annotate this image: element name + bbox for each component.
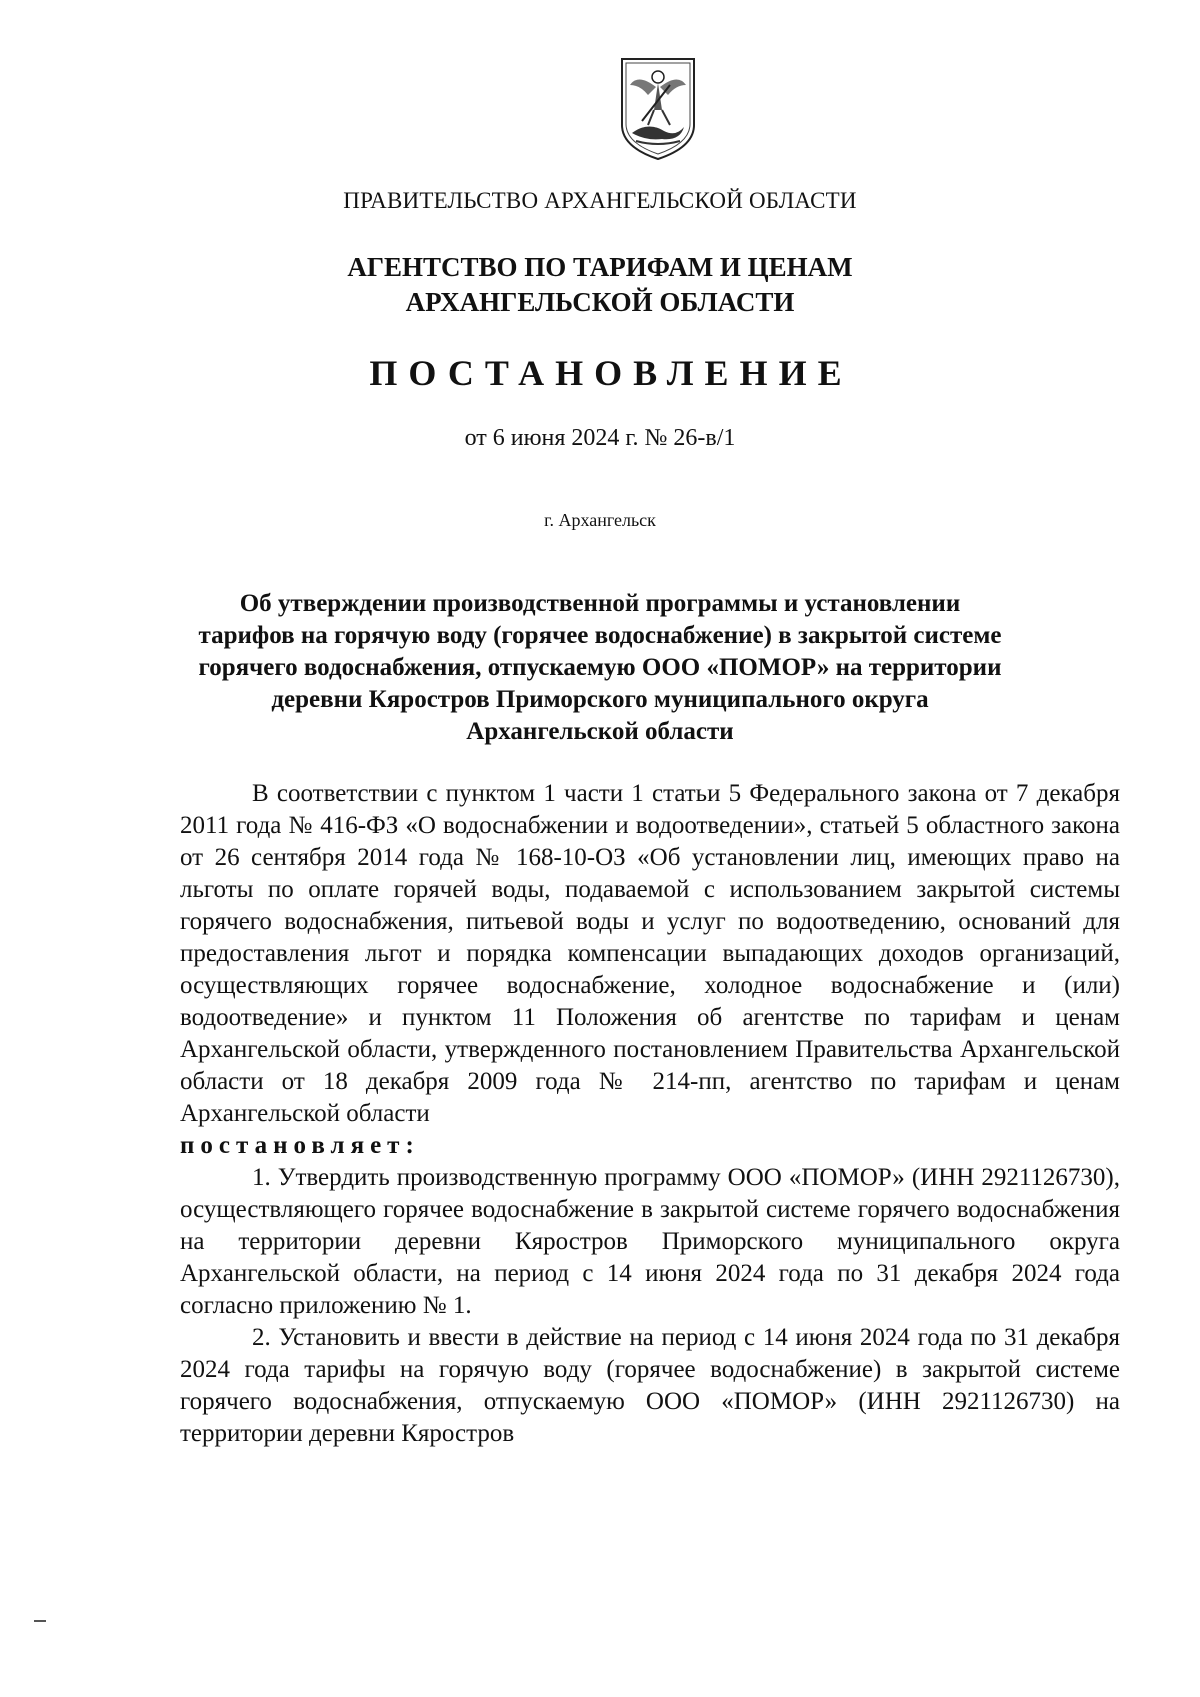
subject-line: тарифов на горячую воду (горячее водоснабжение) в закрытой системе — [198, 622, 1002, 649]
subject-line: Об утверждении производственной программы и установлении — [239, 590, 961, 617]
subject-line: деревни Кяростров Приморского муниципального округа — [271, 686, 929, 713]
document-city: г. Архангельск — [544, 510, 656, 530]
document-type-title: ПОСТАНОВЛЕНИЕ — [369, 353, 853, 393]
government-name: ПРАВИТЕЛЬСТВО АРХАНГЕЛЬСКОЙ ОБЛАСТИ — [343, 188, 857, 213]
clause-1-paragraph: 1. Утвердить производственную программу ООО «ПОМОР» (ИНН 2921126730), осуществляющего горячее водоснабжение в закрытой системе горячего водоснабжения на территории деревни Кяростров Приморского муниципального округа Архангельской области, на период с 14 июня 2024 года по 31 декабря 2024 года согласно приложению № 1. — [180, 1164, 1120, 1319]
subject-line: горячего водоснабжения, отпускаемую ООО «ПОМОР» на территории — [198, 654, 1002, 681]
arkhangelsk-coat-of-arms-emblem — [618, 55, 698, 163]
subject-line: Архангельской области — [466, 718, 734, 745]
agency-name-line2: АРХАНГЕЛЬСКОЙ ОБЛАСТИ — [405, 287, 795, 317]
decision-keyword-text: постановляет: — [180, 1132, 420, 1159]
preamble-paragraph: В соответствии с пунктом 1 части 1 статьи 5 Федерального закона от 7 декабря 2011 года № 416-ФЗ «О водоснабжении и водоотведении», статьей 5 областного закона от 26 сентября 2014 года № 168-10-ОЗ «Об установлении лиц, имеющих право на льготы по оплате горячей воды, подаваемой с использованием закрытой системы горячего водоснабжения, питьевой воды и услуг по водоотведению, оснований для предоставления льгот и порядка компенсации выпадающих доходов организаций, осуществляющих горячее водоснабжение, холодное водоснабжение и (или) водоотведение» и пунктом 11 Положения об агентстве по тарифам и ценам Архангельской области, утвержденного постановлением Правительства Архангельской области от 18 декабря 2009 года № 214-пп, агентство по тарифам и ценам Архангельской области — [180, 780, 1120, 1127]
scan-margin-mark — [34, 1620, 46, 1622]
document-subject-heading — [0, 588, 1200, 748]
decision-keyword — [180, 1130, 1120, 1162]
document-date-number: от 6 июня 2024 г. № 26-в/1 — [464, 425, 736, 451]
agency-name — [0, 250, 1200, 320]
clause-2-paragraph: 2. Установить и ввести в действие на период с 14 июня 2024 года по 31 декабря 2024 года тарифы на горячую воду (горячее водоснабжение) в закрытой системе горячего водоснабжения, отпускаемую ООО «ПОМОР» (ИНН 2921126730) на территории деревни Кяростров — [180, 1324, 1120, 1447]
agency-name-line1: АГЕНТСТВО ПО ТАРИФАМ И ЦЕНАМ — [347, 252, 853, 282]
document-body — [180, 778, 1120, 1450]
